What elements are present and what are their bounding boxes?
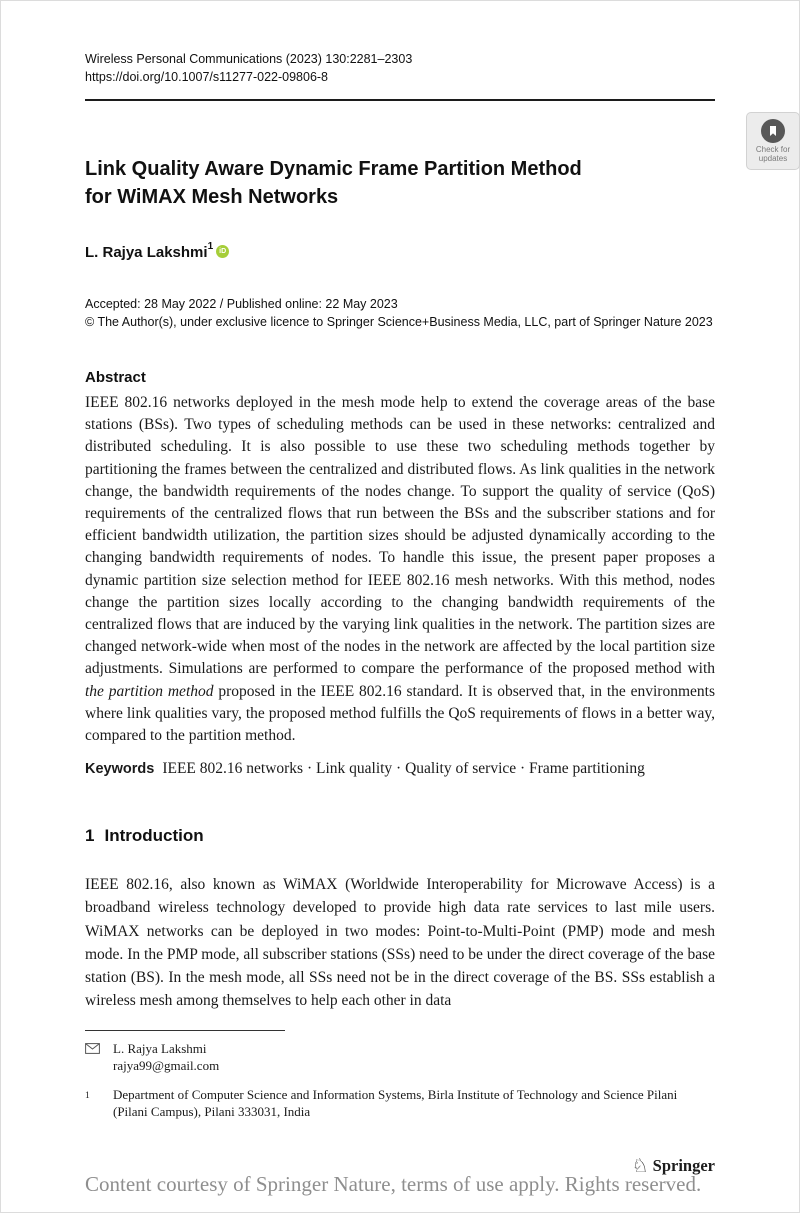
springer-horse-icon: ♘ [631,1155,649,1177]
section-title: Introduction [104,826,204,846]
journal-citation: Wireless Personal Communications (2023) 130:2281–2303 [85,52,413,66]
abstract-text [85,392,715,747]
title-line-1: Link Quality Aware Dynamic Frame Partition Method [85,158,582,180]
affiliation-row [85,1087,715,1120]
email-icon [85,1041,113,1074]
affiliation-text: Department of Computer Science and Information Systems, Birla Institute of Technology and Science Pilani (Pilani Campus), Pilani 333031, India [113,1087,678,1119]
author-affiliation-sup: 1 [207,241,214,252]
orcid-icon[interactable]: iD [216,245,229,258]
publication-meta [85,295,715,331]
correspondence-row [85,1041,715,1074]
abstract-part-2: proposed in the IEEE 802.16 standard. It is observed that, in the environments where link qualities vary, the proposed method fulfills the QoS requirements of flows in a better way, compared to the partition method. [85,682,715,745]
updates-badge-label: Check for updates [755,145,791,163]
introduction-paragraph: IEEE 802.16, also known as WiMAX (Worldwide Interoperability for Microwave Access) is a broadband wireless technology developed to provide high data rate services to last mile users. WiMAX networks can be deployed in two modes: Point-to-Multi-Point (PMP) mode and mesh mode. In the PMP mode, all subscriber stations (SSs) need to be under the direct coverage of the base station (BS). In the mesh mode, all SSs need not be in the direct coverage of the BS. SSs establish a wireless mesh among themselves to help each other in data [85,876,715,1010]
section-number: 1 [85,826,95,846]
keywords-text: IEEE 802.16 networks · Link quality · Quality of service · Frame partitioning [162,760,645,778]
accepted-line: Accepted: 28 May 2022 / Published online: 22 May 2023 [85,297,398,311]
correspondence-name: L. Rajya Lakshmi [113,1041,207,1056]
author-name: L. Rajya Lakshmi [85,244,208,261]
title-line-2: for WiMAX Mesh Networks [85,186,339,208]
header-divider [85,99,715,101]
keywords-line [85,758,715,780]
journal-header [85,50,715,86]
check-for-updates-badge[interactable] [746,112,800,170]
updates-ribbon-icon [761,119,785,143]
correspondence-email[interactable]: rajya99@gmail.com [113,1057,220,1073]
abstract-part-1: IEEE 802.16 networks deployed in the mesh mode help to extend the coverage areas of the base stations (BSs). Two types of scheduling methods can be used in these networks: centralized and distributed scheduling. It is also possible to use these two scheduling methods together by partitioning the frames between the centralized and distributed flows. As link qualities in the network change, the bandwidth requirements of the nodes change. To support the quality of service (QoS) requirements of the centralized flows that run between the BSs and the subscriber stations and for efficient bandwidth utilization, the partition sizes should be adjusted dynamically according to the changing bandwidth requirements of nodes. To handle this issue, the present paper proposes a dynamic partition size selection method for IEEE 802.16 mesh networks. With this method, nodes change the partition sizes locally according to the changing bandwidth requirements of the centralized flows that are induced by the varying link qualities in the network. The partition sizes are changed network-wide when most of the nodes in the network are affected by the local partition size adjustments. Simulations are performed to compare the performance of the proposed method with [85,394,715,678]
footnote-block [85,1030,715,1120]
footnote-divider [85,1030,285,1031]
abstract-heading: Abstract [85,369,146,386]
content-courtesy-watermark: Content courtesy of Springer Nature, terms of use apply. Rights reserved. [85,1172,702,1196]
copyright-line: © The Author(s), under exclusive licence to Springer Science+Business Media, LLC, part of Springer Nature 2023 [85,315,713,329]
author-line [85,241,715,261]
springer-wordmark: Springer [652,1156,715,1175]
doi-link[interactable]: https://doi.org/10.1007/s11277-022-09806-8 [85,70,329,84]
keywords-label: Keywords [85,761,155,778]
section-heading-introduction [85,826,715,846]
page-title [85,155,715,211]
affiliation-marker: 1 [85,1091,90,1101]
abstract-italic-phrase: the partition method [85,682,214,700]
